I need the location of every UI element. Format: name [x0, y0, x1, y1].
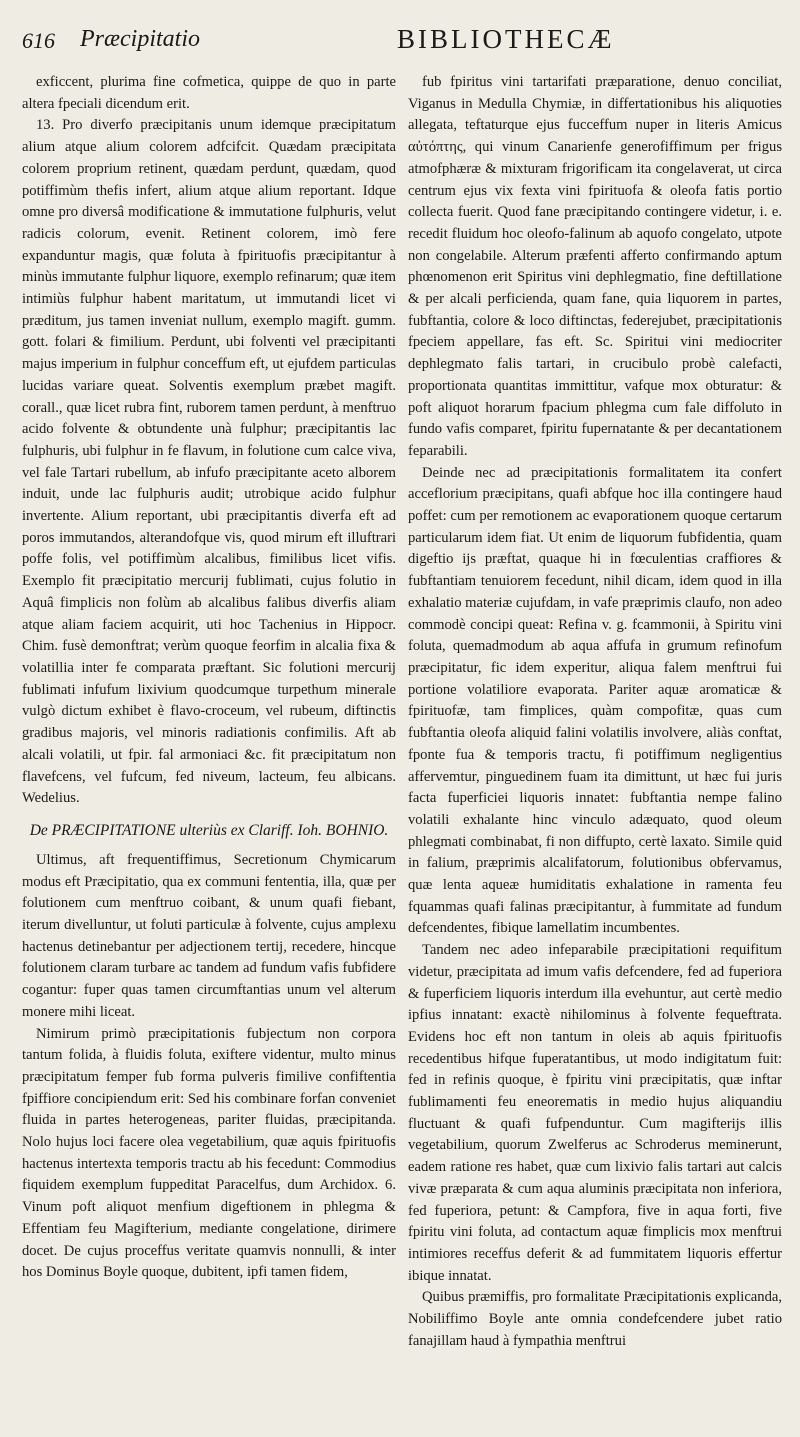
page-header	[22, 22, 792, 62]
paragraph: Deinde nec ad præcipitationis formalitatem ita confert acceflorium præcipitans, quafi abfque hoc illa contingere haud poffet: cum per remotionem ac evaporationem quoque certarum particularum idem fiat. Ut enim de liquorum fubfidentia, quam digeftio ijs præftat, quaque hi in fœculentias craffiores & fubftantiam tenuiorem fecedunt, nihil dicam, idem quod in illa exhalatio materiæ cujufdam, in vafe præprimis claufo, non adeo commodè concipi queat: Refina v. g. fcammonii, à Spiritu vini foluta, quemadmodum ab aqua affufa in grumum refinofum præcipitatur, fic idem experitur, aliqua falem menftrui fui portione volatiliore evaporata. Pariter aquæ aromaticæ & fpirituofæ, tam fimplices, quàm compofitæ, quas cum fubftantia oleofa aliquid falini volatilis involvere, aliàs conftat, fponte fua & temporis tractu, fi potiffimum negligentius affervemtur, pinguedinem fuam ita dimittunt, ut hæc fui juris facta fuperficiei liquoris innatet: fubftantia nempe falino volatili exhalante hinc vinculo adæquato, quod oleum phlegmati combinabat, fi non diffupto, certè laxato. Simile quid in falium, præprimis alcalifatorum, folutionibus obfervamus, quæ lenta aqueæ humiditatis exhalatione in ramenta feu fquammas quafi falinas præcipitantur, à fummitate ad fundum defcendentes, fibique lamellatim incumbentes.	[408, 464, 782, 937]
left-column	[22, 72, 396, 1412]
paragraph: exficcent, plurima fine cofmetica, quippe de quo in parte altera fpeciali dicendum erit.	[22, 74, 396, 112]
running-title: Præcipitatio	[80, 26, 200, 52]
text-columns	[22, 72, 782, 1412]
running-head: BIBLIOTHECÆ	[397, 24, 615, 54]
paragraph: Quibus præmiffis, pro formalitate Præcipitationis explicanda, Nobiliffimo Boyle ante omnia condefcendere jubet ratio fanajillam haud à fympathia menftrui	[408, 1289, 782, 1349]
section-heading: De PRÆCIPITATIONE ulteriùs ex Clariff. Ioh. BOHNIO.	[29, 821, 389, 839]
page-number: 616	[22, 28, 55, 53]
right-column	[408, 72, 782, 1412]
paragraph: fub fpiritus vini tartarifati præparatione, denuo conciliat, Viganus in Medulla Chymiæ, in differtationibus his aliquoties allegata, teftaturque ejus fucceffum nuper in literis Amicus αὐτόπτης, qui vinum Canarienfe generofiffimum per frigus atmofphæræ & mixturam frigorificam ita congelaverat, ut circa centrum ejus vix fexta vini fpirituofa & oleofa fatis portio collecta fuerit. Quod fane præcipitando contingere videtur, i. e. recedit fluidum hoc oleofo-falinum ab aquofo congelato, utpote non congelabile. Alterum præfenti afferto confirmando aptum phœnomenon erit Spiritus vini dephlegmatio, fine deftillatione & per alcali perficienda, quam fane, quia liquorem in partes, fubftantia, colore & loco diftinctas, federejubet, præcipitationis fpeciem appellare, fas eft. Sc. Spiritui vini mediocriter dephlegmato falis tartari, in crucibulo probè calefacti, proportionata quantitas immittitur, vafque mox obturatur: & poft aliquot horarum fpacium phlegma cum fale diffoluto in fundo vafis comparet, fpiritu fupernatante & per decantationem feparabili.	[408, 74, 782, 459]
paragraph: Ultimus, aft frequentiffimus, Secretionum Chymicarum modus eft Præcipitatio, qua ex communi fententia, illa, quæ per folutionem cum menftruo coibant, & unum quafi fiebant, iterum divelluntur, ut foluti particulæ à folvente, cujus amplexu hactenus detinebantur per adjectionem tertij, recedere, hincque folutionem claram turbare ac tandem ad fundum vafis fubfidere cogantur: fuper quas tamen circumftantias unum vel alterum monere mihi liceat.	[22, 851, 396, 1020]
paragraph: Tandem nec adeo infeparabile præcipitationi requifitum videtur, præcipitata ad imum vafis defcendere, fed ad fuperiora & fuperficiem liquoris interdum illa evehuntur, aut certè medio ipfius innatant: exactè nihilominus à folvente fequeftrata. Evidens hoc eft non tantum in oleis ab aquis fpirituofis recedentibus hifque fuperatantibus, ut modo indigitatum fuit: fed in refinis quoque, è fpiritu vini præcipitatis, quæ inftar fublimamenti feu eneorematis in medio hujus aliquandiu fluctuant & quafi fufpenduntur. Cum magifterijs illis vegetabilium, quorum Zwelferus ac Schroderus meminerunt, eadem ratione res habet, quæ cum lixivio falis tartari aut calcis vivæ præparata & cum aqua aluminis præcipitata non inferiora, fed fuperiora, petunt: & Campfora, five in aqua forti, five fpiritu vini foluta, ad contactum aquæ fimplicis mox menftrui intimiores receffus deferit & ad fummitatem liquoris effertur ibique innatat.	[408, 942, 782, 1284]
paragraph: Nimirum primò præcipitationis fubjectum non corpora tantum folida, à fluidis foluta, exiftere videntur, multo minus præcipitatum femper fub forma pulveris fimilive confiftentia fpiffiore concipiendum erit: Sed his combinare forfan conveniet fluida in partes heterogeneas, pariter fluidas, præcipitanda. Nolo hujus loci facere olea vegetabilium, quæ aquis fpirituofis hactenus intertexta temporis tractu ab his fecedunt: Commodius fiquidem exemplum fuppeditat Paracelfus, dum Archidox. 6. Vinum poft aliquot menfium digeftionem in phlegma & Effentiam feu Magifterium, mediante congelatione, dirimere docet. De cujus proceffus veritate quamvis nonnulli, & inter hos Dominus Boyle quoque, dubitent, ipfi tamen fidem,	[22, 1025, 396, 1281]
paragraph: 13. Pro diverfo præcipitanis unum idemque præcipitatum alium atque alium colorem adfcifcit. Quædam præcipitata colorem proprium retinent, quædam perdunt, quædam, quod potiffimùm thefis infert, alium atque alium reportant. Idque omne pro diversâ modificatione & immutatione fulphuris, velut radicis colorum, evenit. Retinent colorem, imò fere expanduntur magis, quæ foluta à fpirituofis præcipitantur à minùs immutante fulphur liquore, exemplo refinarum; quæ item intimiùs fulphur habent maritatum, ut immutandi licet vi præditum, jus tamen inveniat nullum, exemplo magift. gumm. gott. folari & fimilium. Perdunt, ubi folventi vel præcipitanti majus imperium in fulphur conceffum eft, ut ejufdem particulas lucidas variare queat. Solventis exemplum præbet magift. corall., quæ licet rubra fint, ruborem tamen perdunt, à menftruo acido folvente & obtundente unà fulphur; præcipitantis lac fulphuris, ubi fulphur in fe flavum, in folutione cum calce viva, vel fale Tartari rubellum, ab infufo præcipitante aceto alborem induit, unde lac fulphuris audit; utrobique acido fulphur invertente. Alium reportant, ubi præcipitantis diverfa eft ad poros immutandos, alterandofque vis, quod mirum eft illuftrari poffe folis, vel potiffimùm alcalibus, fimilibus licet vifis. Exemplo fit præcipitatio mercurij fublimati, cujus folutio in Aquâ fimplicis non folùm ab alcalibus falibus diverfis aliam atque aliam faciem acquirit, uti hoc Tachenius in Hippocr. Chim. fusè demonftrat; verùm quoque feorfim in alcalia fixa & volatillia inter fe comparata præftant. Sic folutioni mercurij fublimati infufum lixivium quodcumque turpethum minerale vulgò dictum exhibet è flavo-croceum, vel rubeum, diftinctis gradibus majoris, vel minoris radiationis confimilis. Aft ab alcali volatili, ut fpir. fal armoniaci &c. fit præcipitatum non flavefcens, vel fufcum, fed niveum, lacteum, feu albicans. Wedelius.	[22, 117, 396, 807]
